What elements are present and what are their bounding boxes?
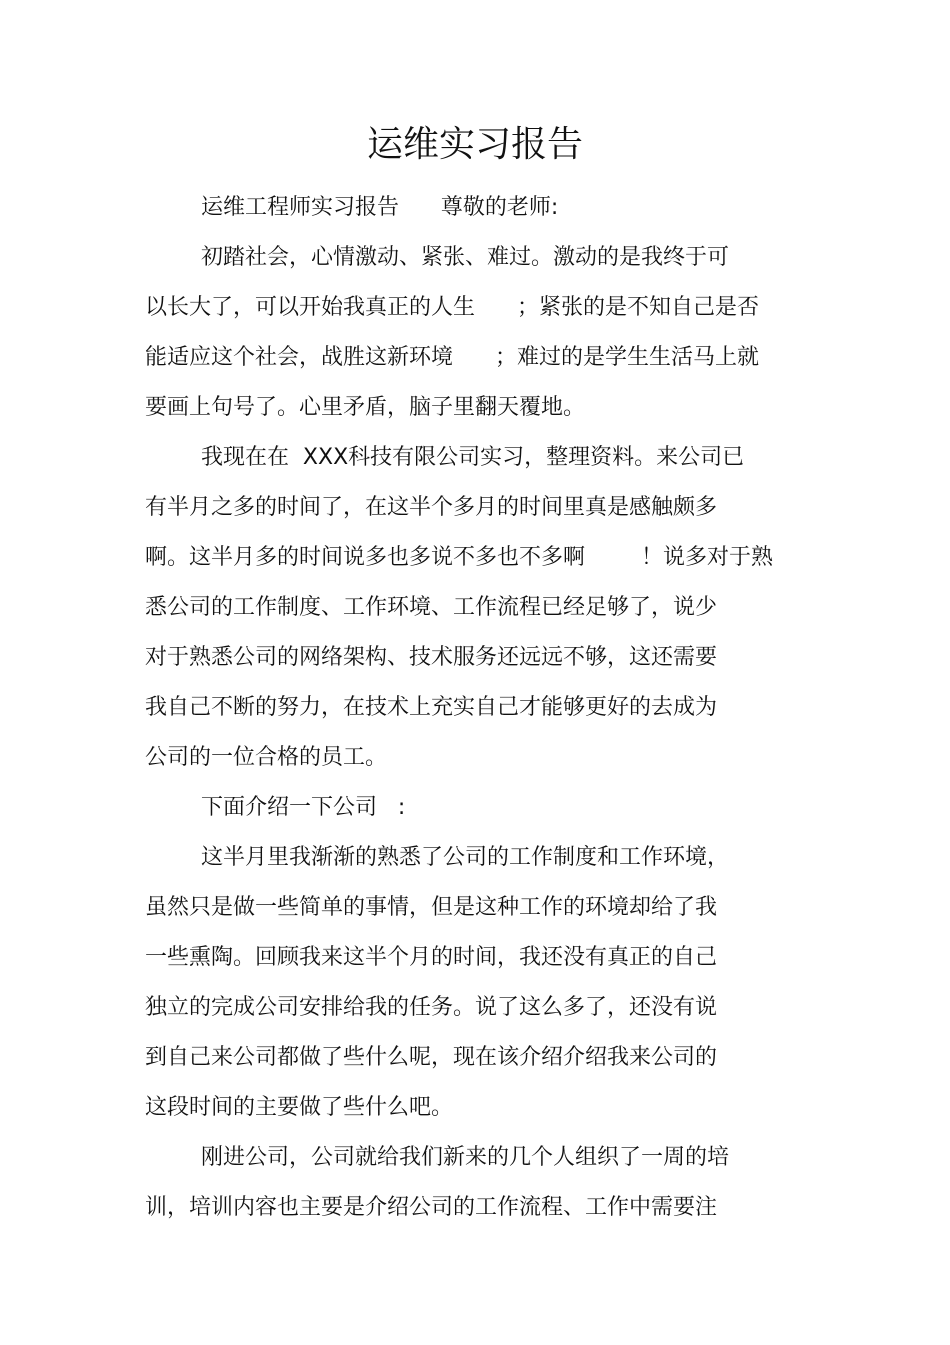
text-line: 下面介绍一下公司 : [145, 795, 406, 820]
text-line: 运维工程师实习报告 尊敬的老师: [145, 195, 559, 220]
text-line: 独立的完成公司安排给我的任务。说了这么多了，还没有说 [145, 995, 718, 1020]
document-title: 运维实习报告 [366, 124, 583, 165]
text-line: 悉公司的工作制度、工作环境、工作流程已经足够了，说少 [145, 595, 718, 620]
text-line: 虽然只是做一些简单的事情，但是这种工作的环境却给了我 [145, 895, 718, 920]
text-line: 刚进公司，公司就给我们新来的几个人组织了一周的培 [145, 1145, 729, 1170]
text-line: 对于熟悉公司的网络架构、技术服务还远远不够，这还需要 [145, 645, 718, 670]
text-line: 我现在在 XXX科技有限公司实习，整理资料。来公司已 [145, 445, 745, 470]
text-line: 一些熏陶。回顾我来这半个月的时间，我还没有真正的自己 [145, 945, 718, 970]
text-line: 要画上句号了。心里矛盾，脑子里翻天覆地。 [145, 395, 586, 420]
text-line: 初踏社会，心情激动、紧张、难过。激动的是我终于可 [145, 245, 729, 270]
text-line: 啊。这半月多的时间说多也多说不多也不多啊 ！说多对于熟 [145, 545, 773, 570]
text-line: 我自己不断的努力，在技术上充实自己才能够更好的去成为 [145, 695, 718, 720]
text-line: 这半月里我渐渐的熟悉了公司的工作制度和工作环境， [145, 845, 729, 870]
text-line: 这段时间的主要做了些什么吧。 [145, 1095, 454, 1120]
text-line: 有半月之多的时间了，在这半个多月的时间里真是感触颇多 [145, 495, 718, 520]
text-line: 能适应这个社会，战胜这新环境 ；难过的是学生生活马上就 [145, 345, 759, 370]
text-line: 公司的一位合格的员工。 [145, 745, 388, 770]
text-line: 训，培训内容也主要是介绍公司的工作流程、工作中需要注 [145, 1195, 718, 1220]
text-line: 到自己来公司都做了些什么呢，现在该介绍介绍我来公司的 [145, 1045, 718, 1070]
text-line: 以长大了，可以开始我真正的人生 ；紧张的是不知自己是否 [145, 295, 759, 320]
